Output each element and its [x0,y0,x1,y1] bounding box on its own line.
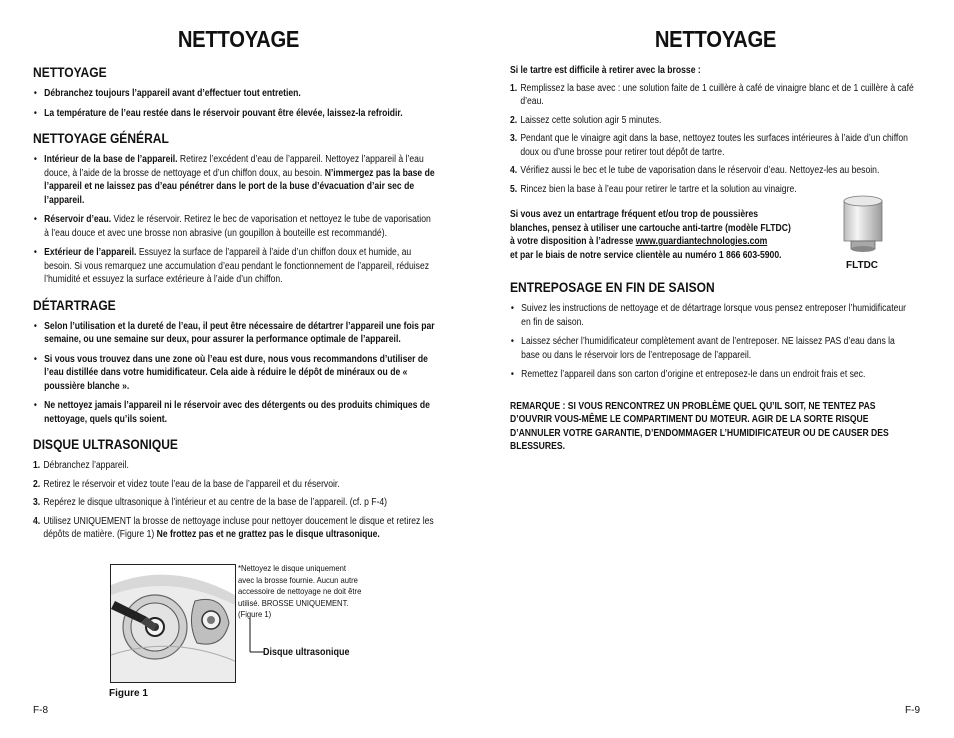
right-content [510,64,914,454]
list-item: 2. Retirez le réservoir et videz toute l’eau de la base de l’appareil et du réservoir. [33,478,340,490]
bullet-list [33,320,437,427]
figure-1-illustration [110,564,236,683]
list-item: • Laissez sécher l’humidificateur complètement avant de l’entreposer. NE laissez PAS d’eau dans la base ou dans le réservoir lors de l’entreposage de l’appareil. [510,335,914,362]
descaling-intro: Si le tartre est difficile à retirer avec la brosse : [510,65,701,76]
fltdc-label: FLTDC [846,260,879,271]
list-item: 3. Repérez le disque ultrasonique à l’intérieur et au centre de la base de l’appareil. (cf. p F-4) [33,497,388,508]
page-title: NETTOYAGE [177,26,300,52]
figure-note: *Nettoyez le disque uniquement avec la brosse fournie. Aucun autre accessoire de nettoyage ne doit être utilisé. BROSSE UNIQUEMENT. (Figure 1) [238,563,362,619]
numbered-list [510,82,914,197]
numbered-list [33,459,437,542]
page-number: F-9 [905,705,920,716]
list-item: • Suivez les instructions de nettoyage et de détartrage lorsque vous pensez entreposer l’humidificateur en fin de saison. [510,302,914,329]
section-heading-disque-ultrasonique: DISQUE ULTRASONIQUE [33,436,178,452]
list-item: 4. Utilisez UNIQUEMENT la brosse de nettoyage incluse pour nettoyer doucement le disque et retirez les dépôts de matière. (Figure 1) Ne frottez pas et ne grattez pas le disque ultrasonique. [33,515,434,540]
right-page [477,0,954,738]
fltdc-paragraph: Si vous avez un entartrage fréquent et/ou trop de poussières blanches, pensez à utiliser une cartouche anti-tartre (modèle FLTDC) à votre disposition à l’adresse www.guardiantechnologies.com et par le biais de notre service clientèle au numéro 1 866 603-5900. [510,209,791,261]
warning-remark: REMARQUE : SI VOUS RENCONTREZ UN PROBLÈME QUEL QU’IL SOIT, NE TENTEZ PAS D’OUVRIR VOUS-MÊME LE COMPARTIMENT DU MOTEUR. AGIR DE LA SORTE RISQUE D’ANNULER VOTRE GARANTIE, D’ENDOMMAGER L’HUMIDIFICATEUR OU DE CAUSER DES BLESSURES. [510,400,889,452]
list-item: 1. Remplissez la base avec : une solution faite de 1 cuillère à café de vinaigre blanc et de 1 cuillère à café d’eau. [510,82,914,107]
figure-caption: Figure 1 [109,688,148,699]
list-item: • Ne nettoyez jamais l’appareil ni le réservoir avec des détergents ou des produits chimiques de nettoyage, quels qu’ils soient. [33,399,437,426]
bullet-list [510,302,914,382]
ultrasonic-disc-illustration [111,565,235,682]
list-item: 2. Laissez cette solution agir 5 minutes. [510,114,662,126]
list-item: 3. Pendant que le vinaigre agit dans la base, nettoyez toutes les surfaces intérieures à l’aide d’un chiffon doux ou d’une brosse pour retirer tout dépôt de tartre. [510,133,908,158]
section-heading-entreposage: ENTREPOSAGE EN FIN DE SAISON [510,279,715,295]
bullet-list [33,87,437,120]
list-item: • Réservoir d’eau. Videz le réservoir. Retirez le bec de vaporisation et nettoyez le tube de vaporisation à l’eau douce et avec une brosse non abrasive (un goupillon à bouteille est recommandé). [33,213,437,240]
section-heading-nettoyage: NETTOYAGE [33,64,107,80]
page-number: F-8 [33,705,48,716]
bullet-list [33,153,437,287]
list-item: 1. Débranchez l’appareil. [33,460,129,471]
list-item: • Selon l’utilisation et la dureté de l’eau, il peut être nécessaire de détartrer l’appareil une fois par semaine, ou une semaine sur deux, pour assurer la performance optimale de l’appareil. [33,320,437,347]
website-link[interactable]: www.guardiantechnologies.com [635,236,768,247]
list-item: • Débranchez toujours l’appareil avant d’effectuer tout entretien. [33,87,437,101]
page-title: NETTOYAGE [654,26,777,52]
list-item: • Extérieur de l’appareil. Essuyez la surface de l’appareil à l’aide d’un chiffon doux et humide, au besoin. Si vous remarquez une accumulation d’eau pendant le fonctionnement de l’appareil, réduisez l’humidité et essuyez la surface extérieure à l’aide d’un chiffon. [33,246,437,287]
list-item: • La température de l’eau restée dans le réservoir pouvant être élevée, laissez-la refroidir. [33,107,437,121]
list-item: • Remettez l’appareil dans son carton d’origine et entreposez-le dans un endroit frais et sec. [510,368,914,382]
figure-label: Disque ultrasonique [263,647,350,658]
section-heading-nettoyage-general: NETTOYAGE GÉNÉRAL [33,130,169,146]
list-item: 5. Rincez bien la base à l’eau pour retirer le tartre et la solution au vinaigre. [510,183,797,195]
fltdc-cartridge-image [838,193,888,255]
section-heading-detartrage: DÉTARTRAGE [33,296,116,313]
list-item: 4. Vérifiez aussi le bec et le tube de vaporisation dans le réservoir d’eau. Nettoyez-les au besoin. [510,165,880,176]
list-item: • Intérieur de la base de l’appareil. Retirez l’excédent d’eau de l’appareil. Nettoyez l’appareil à l’eau douce, à l’aide de la brosse de nettoyage et d’un chiffon doux, au besoin. N’immergez pas la base de l’appareil et ne laissez pas d’eau pénétrer dans le port de la buse d’évacuation d’air sec de l’appareil. [33,153,437,207]
list-item: • Si vous vous trouvez dans une zone où l’eau est dure, nous vous recommandons d’utiliser de l’eau distillée dans votre humidificateur. Cela aide à réduire le dépôt de minéraux ou de « poussière blanche ». [33,353,437,394]
left-content [33,64,437,547]
